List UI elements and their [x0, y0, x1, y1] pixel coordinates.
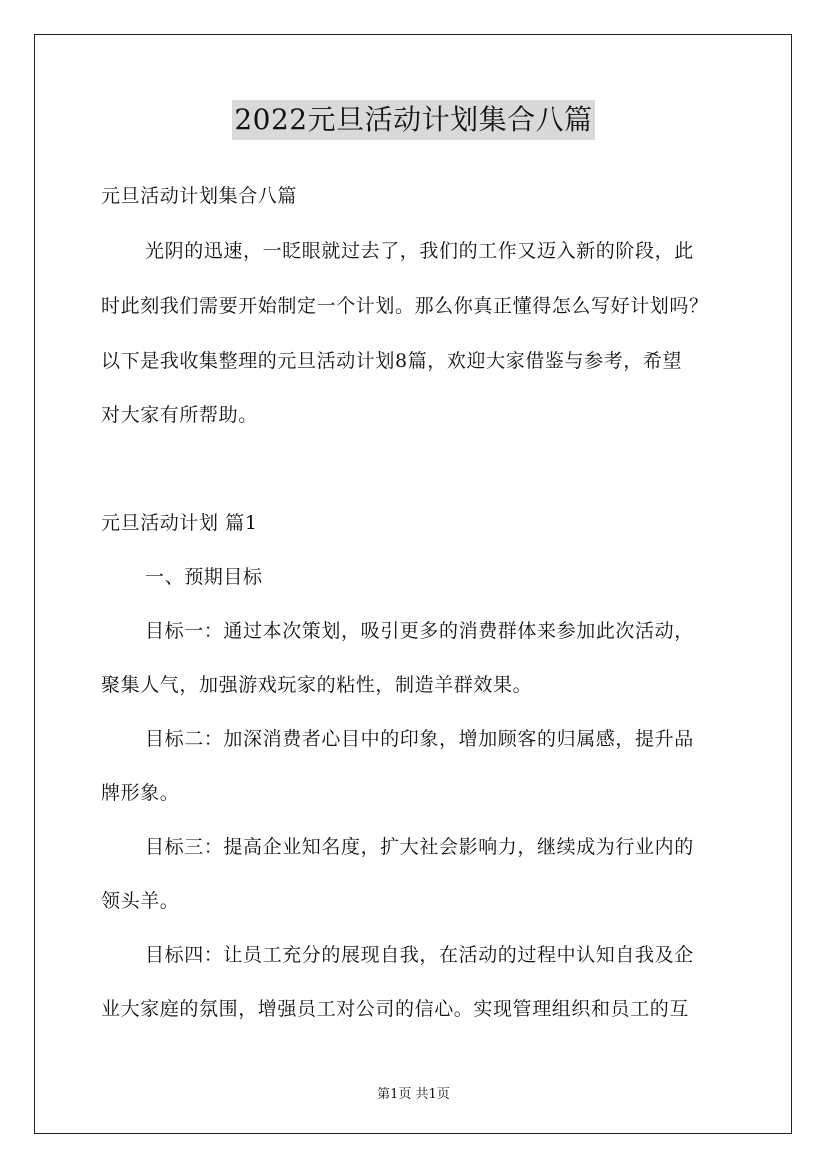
page-footer: 第1页 共1页	[377, 1087, 450, 1102]
intro-line-2: 时此刻我们需要开始制定一个计划。那么你真正懂得怎么写好计划吗？	[101, 295, 709, 317]
title-container	[0, 100, 827, 140]
goal-4-line-2: 业大家庭的氛围，增强员工对公司的信心。实现管理组织和员工的互	[101, 998, 690, 1020]
goal-1-line-1: 目标一：通过本次策划，吸引更多的消费群体来参加此次活动，	[145, 620, 694, 642]
goal-1-line-2: 聚集人气，加强游戏玩家的粘性，制造羊群效果。	[101, 674, 533, 696]
article-heading: 元旦活动计划集合八篇	[101, 185, 298, 207]
goal-3-line-2: 领头羊。	[101, 890, 180, 912]
intro-line-4: 对大家有所帮助。	[101, 404, 258, 426]
goal-2-line-2: 牌形象。	[101, 782, 180, 804]
goal-2-line-1: 目标二：加深消费者心目中的印象，增加顾客的归属感，提升品	[145, 728, 694, 750]
section-heading: 元旦活动计划 篇1	[101, 512, 258, 534]
subheading-goals: 一、预期目标	[145, 566, 263, 588]
intro-line-3: 以下是我收集整理的元旦活动计划8篇，欢迎大家借鉴与参考，希望	[101, 350, 683, 372]
goal-4-line-1: 目标四：让员工充分的展现自我，在活动的过程中认知自我及企	[145, 944, 694, 966]
intro-line-1: 光阴的迅速，一眨眼就过去了，我们的工作又迈入新的阶段，此	[145, 240, 694, 262]
goal-3-line-1: 目标三：提高企业知名度，扩大社会影响力，继续成为行业内的	[145, 836, 694, 858]
document-title: 2022元旦活动计划集合八篇	[232, 100, 594, 140]
